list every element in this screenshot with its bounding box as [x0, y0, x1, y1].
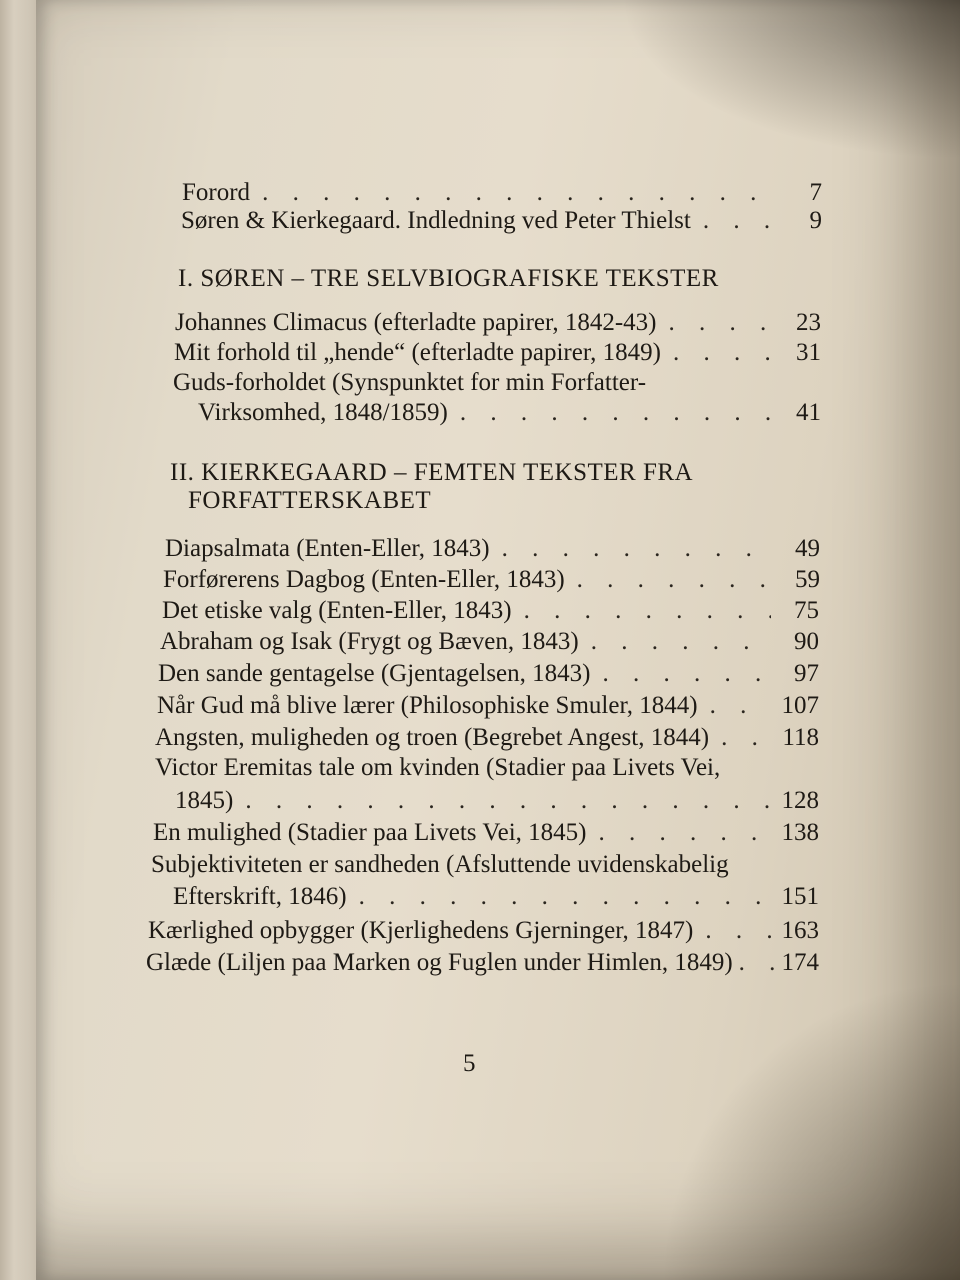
leader-dots	[739, 948, 775, 978]
toc-entry-page: 107	[781, 692, 819, 719]
toc-entry-title: Det etiske valg (Enten-Eller, 1843)	[162, 597, 512, 624]
leader-dots	[460, 398, 773, 428]
toc-entry-title: Forførerens Dagbog (Enten-Eller, 1843)	[163, 566, 565, 593]
toc-entry-page: 41	[796, 399, 821, 426]
toc-entry-title: En mulighed (Stadier paa Livets Vei, 1845)	[153, 819, 587, 846]
toc-entry-page: 31	[796, 339, 821, 366]
toc-entry	[165, 534, 820, 564]
leader-dots	[721, 723, 771, 753]
toc-entry	[163, 565, 820, 595]
toc-entry	[155, 723, 819, 753]
section-heading: II. KIERKEGAARD – FEMTEN TEKSTER FRA	[170, 459, 694, 486]
toc-entry	[157, 691, 819, 721]
toc-entry-title: Angsten, muligheden og troen (Begrebet Angest, 1844)	[155, 724, 710, 751]
toc-entry	[146, 948, 819, 978]
toc-entry	[198, 398, 821, 428]
toc-entry-continuation: Virksomhed, 1848/1859)	[198, 399, 448, 426]
toc-entry-page: 138	[781, 819, 819, 846]
toc-entry	[174, 338, 821, 368]
leader-dots	[668, 308, 773, 338]
toc-entry-title: Mit forhold til „hende“ (efterladte papirer, 1849)	[174, 339, 661, 366]
toc-entry-continuation: 1845)	[175, 787, 234, 814]
leader-dots	[705, 916, 771, 946]
leader-dots	[673, 338, 773, 368]
toc-entry-title: Søren & Kierkegaard. Indledning ved Peter Thielst	[181, 207, 691, 234]
toc-entry-page: 7	[809, 179, 822, 206]
toc-entry	[148, 916, 819, 946]
toc-entry-continuation: Efterskrift, 1846)	[173, 883, 347, 910]
toc-entry-page: 59	[795, 566, 820, 593]
toc-entry	[160, 627, 819, 657]
leader-dots	[245, 786, 771, 816]
toc-entry	[153, 818, 819, 848]
section-heading: I. SØREN – TRE SELVBIOGRAFISKE TEKSTER	[178, 265, 719, 292]
leader-dots	[577, 565, 772, 595]
toc-entry-page: 163	[781, 917, 819, 944]
leader-dots	[359, 882, 771, 912]
toc-entry-title: Den sande gentagelse (Gjentagelsen, 1843)	[158, 660, 591, 687]
toc-entry	[173, 882, 819, 912]
toc-entry-title: Abraham og Isak (Frygt og Bæven, 1843)	[160, 628, 579, 655]
toc-entry-page: 75	[794, 597, 819, 624]
toc-entry-page: 90	[794, 628, 819, 655]
leader-dots	[703, 206, 774, 236]
toc-entry	[158, 659, 819, 689]
toc-entry-title: Glæde (Liljen paa Marken og Fuglen under Himlen, 1849)	[146, 949, 733, 976]
toc-entry-title: Victor Eremitas tale om kvinden (Stadier paa Livets Vei,	[155, 754, 721, 781]
toc-entry-title: Forord	[182, 179, 251, 206]
toc-entry-title: Subjektiviteten er sandheden (Afsluttende uvidenskabelig	[151, 851, 729, 878]
toc-entry-title: Kærlighed opbygger (Kjerlighedens Gjerninger, 1847)	[148, 917, 694, 944]
leader-dots	[598, 818, 771, 848]
leader-dots	[502, 534, 772, 564]
toc-entry	[175, 308, 821, 338]
leader-dots	[524, 596, 771, 626]
toc-entry-title: Når Gud må blive lærer (Philosophiske Smuler, 1844)	[157, 692, 698, 719]
page-number: 5	[463, 1050, 476, 1077]
toc-entry	[162, 596, 819, 626]
toc-entry-page: 174	[781, 949, 819, 976]
toc-entry-title: Diapsalmata (Enten-Eller, 1843)	[165, 535, 490, 562]
toc-entry-page: 49	[795, 535, 820, 562]
toc-entry-indledning	[181, 206, 822, 236]
toc-entry	[175, 786, 819, 816]
toc-entry-page: 118	[782, 724, 819, 751]
leader-dots	[710, 691, 771, 721]
toc-entry-page: 9	[809, 207, 822, 234]
leader-dots	[602, 659, 771, 689]
toc-entry-forord	[182, 178, 822, 208]
toc-entry-page: 128	[781, 787, 819, 814]
toc-entry-title: Johannes Climacus (efterladte papirer, 1842-43)	[175, 309, 657, 336]
toc-entry-title: Guds-forholdet (Synspunktet for min Forfatter-	[173, 369, 647, 396]
leader-dots	[262, 178, 774, 208]
leader-dots	[591, 627, 771, 657]
section-heading-continuation: FORFATTERSKABET	[188, 487, 432, 514]
toc-entry-page: 151	[781, 883, 819, 910]
toc-entry-page: 97	[794, 660, 819, 687]
toc-entry-page: 23	[796, 309, 821, 336]
